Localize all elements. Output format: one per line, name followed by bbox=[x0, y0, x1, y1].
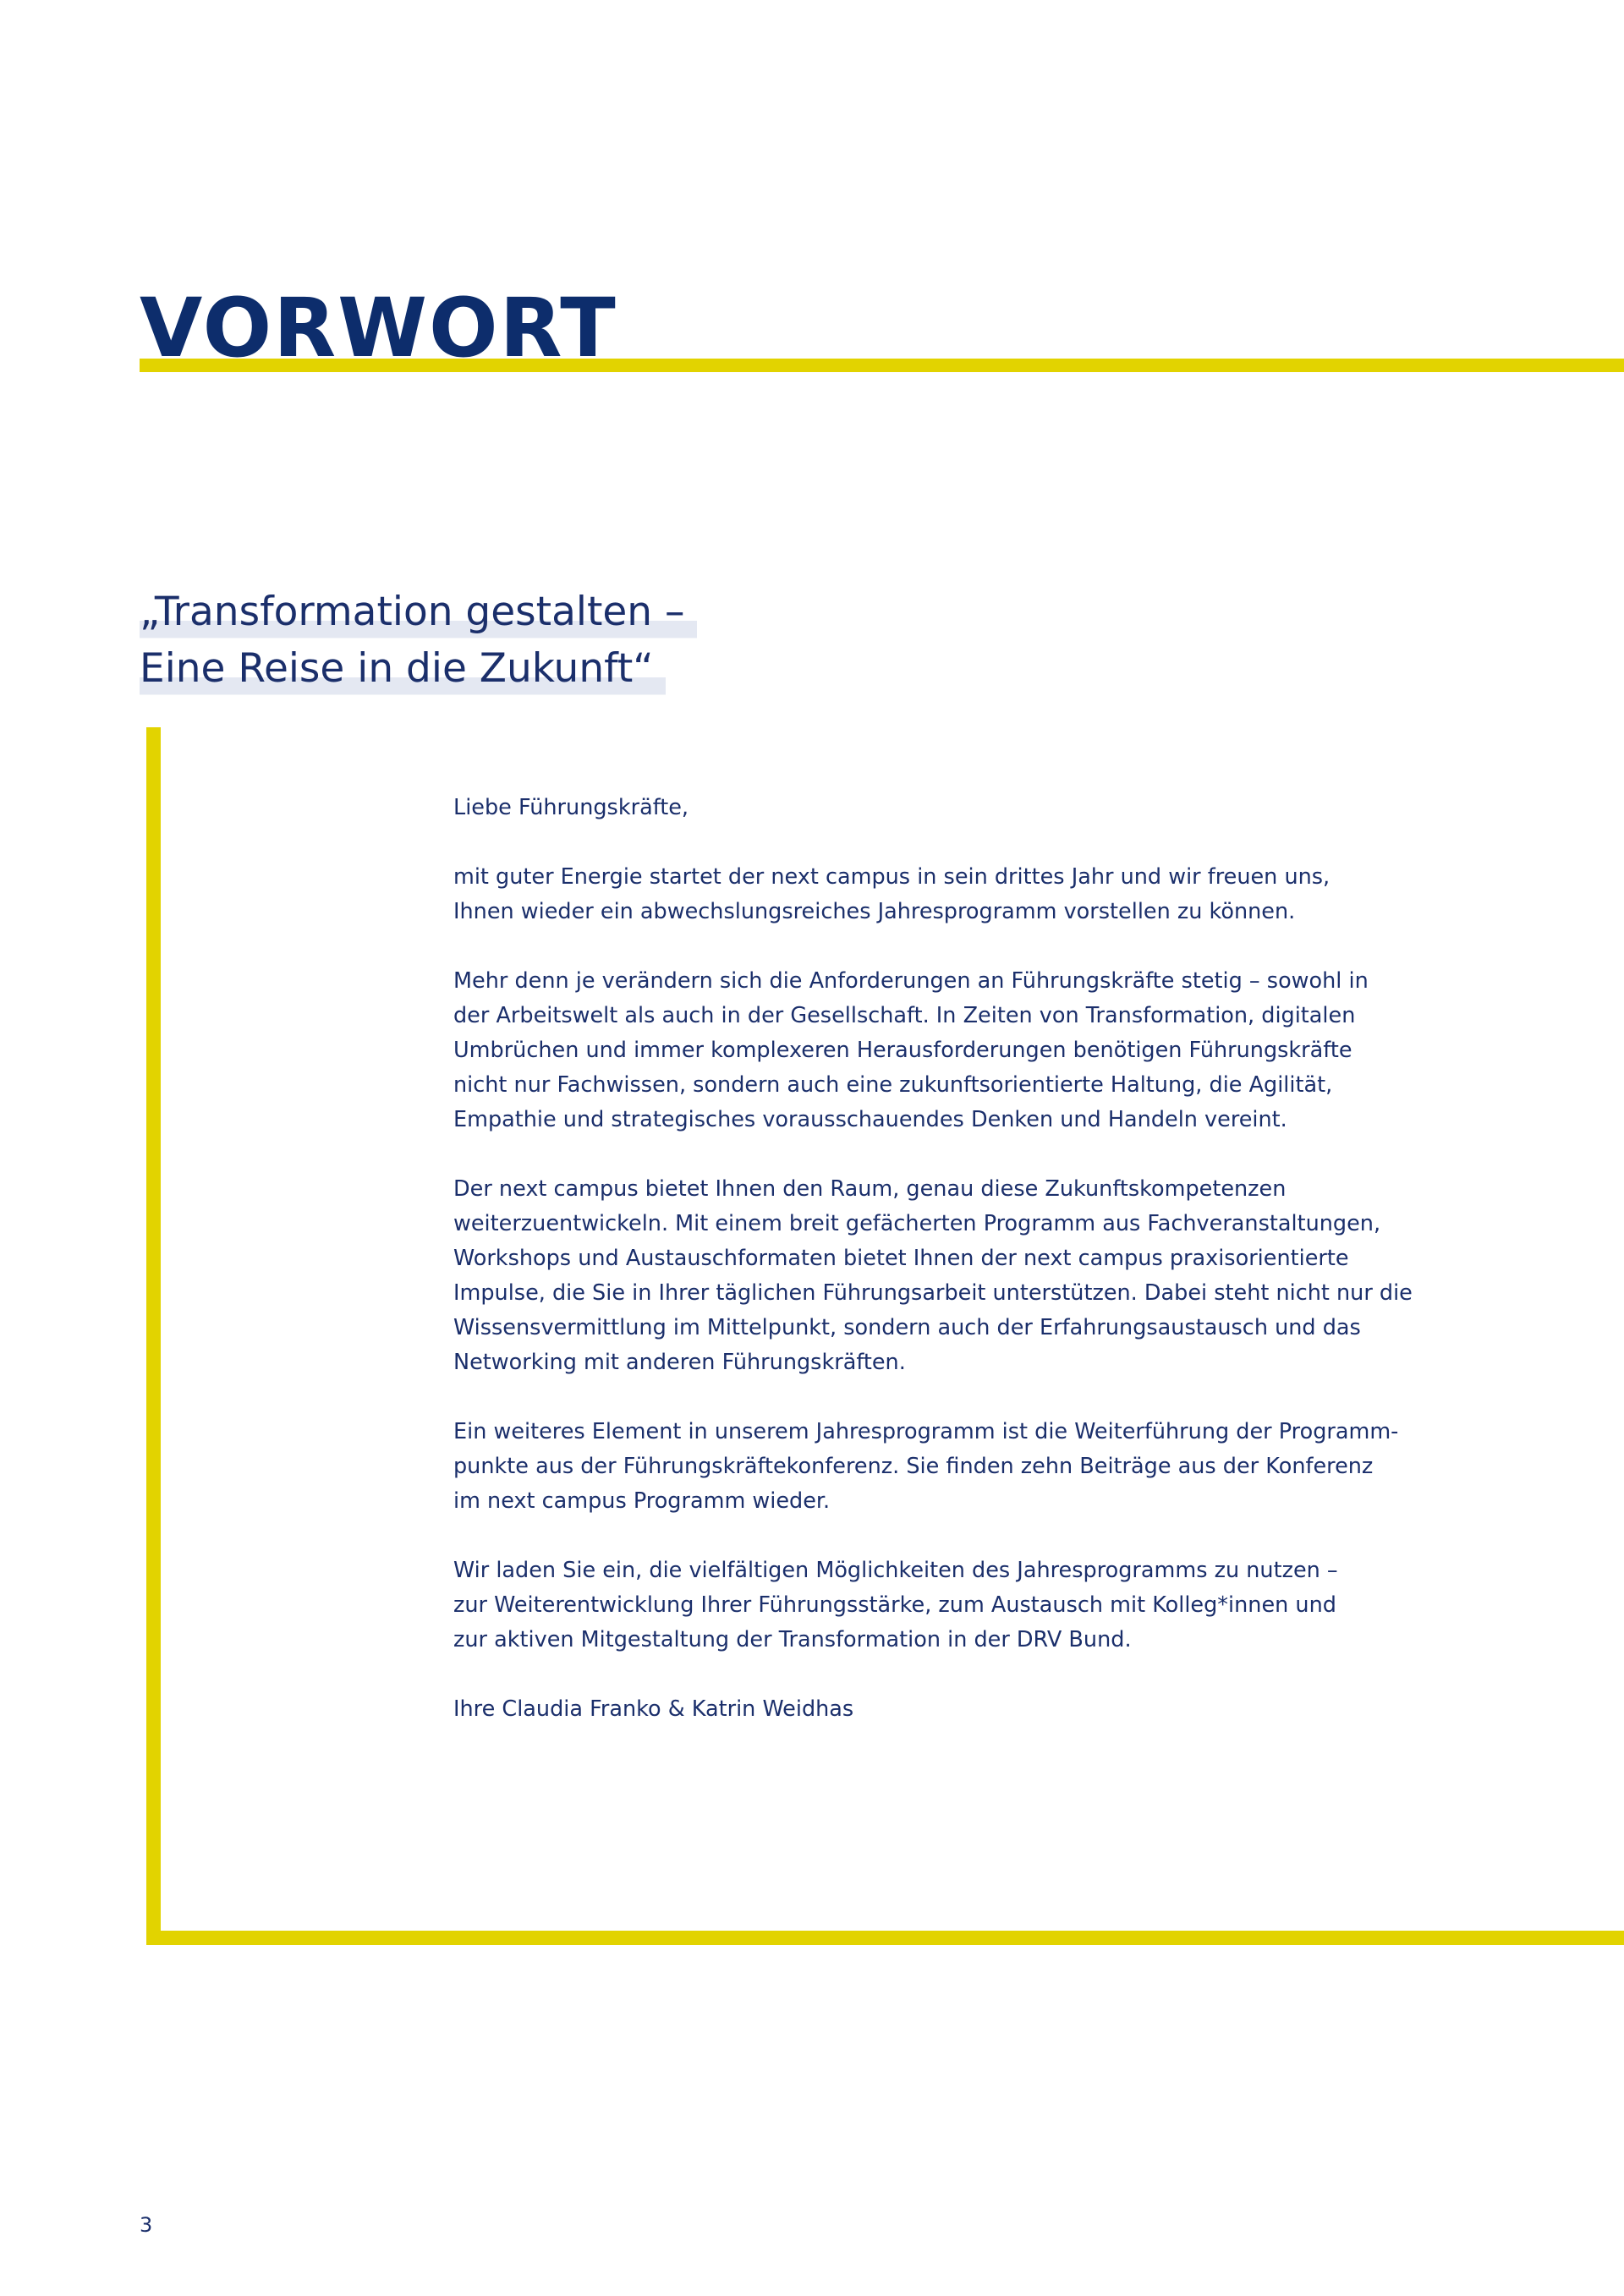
subtitle-line-2: Eine Reise in die Zukunft“ bbox=[140, 640, 666, 697]
paragraph-line: zur Weiterentwicklung Ihrer Führungsstärke, zum Austausch mit Kolleg*innen und bbox=[453, 1592, 1336, 1618]
paragraph-line: Workshops und Austauschformaten bietet Ihnen der next campus praxisorientierte bbox=[453, 1246, 1349, 1271]
paragraph-line: punkte aus der Führungskräftekonferenz. Sie finden zehn Beiträge aus der Konferenz bbox=[453, 1454, 1374, 1479]
paragraph-line: Ihnen wieder ein abwechslungsreiches Jahresprogramm vorstellen zu können. bbox=[453, 899, 1296, 924]
frame-left-bar bbox=[146, 727, 161, 1945]
paragraph-line: der Arbeitswelt als auch in der Gesellschaft. In Zeiten von Transformation, digitalen bbox=[453, 1003, 1356, 1028]
paragraph-line: Ein weiteres Element in unserem Jahresprogramm ist die Weiterführung der Programm- bbox=[453, 1419, 1399, 1444]
salutation: Liebe Führungskräfte, bbox=[453, 795, 689, 820]
letter-body bbox=[453, 791, 1418, 1727]
paragraph-line: Impulse, die Sie in Ihrer täglichen Führungsarbeit unterstützen. Dabei steht nicht nur die bbox=[453, 1280, 1413, 1306]
signature: Ihre Claudia Franko & Katrin Weidhas bbox=[453, 1696, 854, 1722]
subtitle bbox=[140, 584, 697, 697]
page-number: 3 bbox=[140, 2213, 153, 2237]
paragraph-line: Umbrüchen und immer komplexeren Herausforderungen benötigen Führungskräfte bbox=[453, 1038, 1352, 1063]
subtitle-line-1: „Transformation gestalten – bbox=[140, 584, 697, 640]
page-title: VORWORT bbox=[140, 281, 617, 375]
paragraph-line: nicht nur Fachwissen, sondern auch eine zukunftsorientierte Haltung, die Agilität, bbox=[453, 1072, 1333, 1098]
paragraph-line: Wissensvermittlung im Mittelpunkt, sondern auch der Erfahrungsaustausch und das bbox=[453, 1315, 1361, 1340]
paragraph-line: Der next campus bietet Ihnen den Raum, genau diese Zukunftskompetenzen bbox=[453, 1176, 1287, 1202]
paragraph-3 bbox=[453, 1172, 1418, 1380]
paragraph-line: mit guter Energie startet der next campus in sein drittes Jahr und wir freuen uns, bbox=[453, 864, 1330, 890]
paragraph-1 bbox=[453, 860, 1418, 929]
paragraph-line: Networking mit anderen Führungskräften. bbox=[453, 1350, 906, 1375]
paragraph-4 bbox=[453, 1415, 1418, 1519]
paragraph-line: zur aktiven Mitgestaltung der Transformation in der DRV Bund. bbox=[453, 1627, 1132, 1652]
paragraph-line: Wir laden Sie ein, die vielfältigen Möglichkeiten des Jahresprogramms zu nutzen – bbox=[453, 1558, 1338, 1583]
paragraph-5 bbox=[453, 1553, 1418, 1658]
paragraph-line: weiterzuentwickeln. Mit einem breit gefächerten Programm aus Fachveranstaltungen, bbox=[453, 1211, 1381, 1236]
frame-bottom-bar bbox=[146, 1931, 1624, 1945]
paragraph-line: Mehr denn je verändern sich die Anforderungen an Führungskräfte stetig – sowohl in bbox=[453, 968, 1369, 994]
paragraph-line: im next campus Programm wieder. bbox=[453, 1488, 831, 1514]
paragraph-2 bbox=[453, 964, 1418, 1137]
paragraph-line: Empathie und strategisches vorausschauendes Denken und Handeln vereint. bbox=[453, 1107, 1287, 1132]
